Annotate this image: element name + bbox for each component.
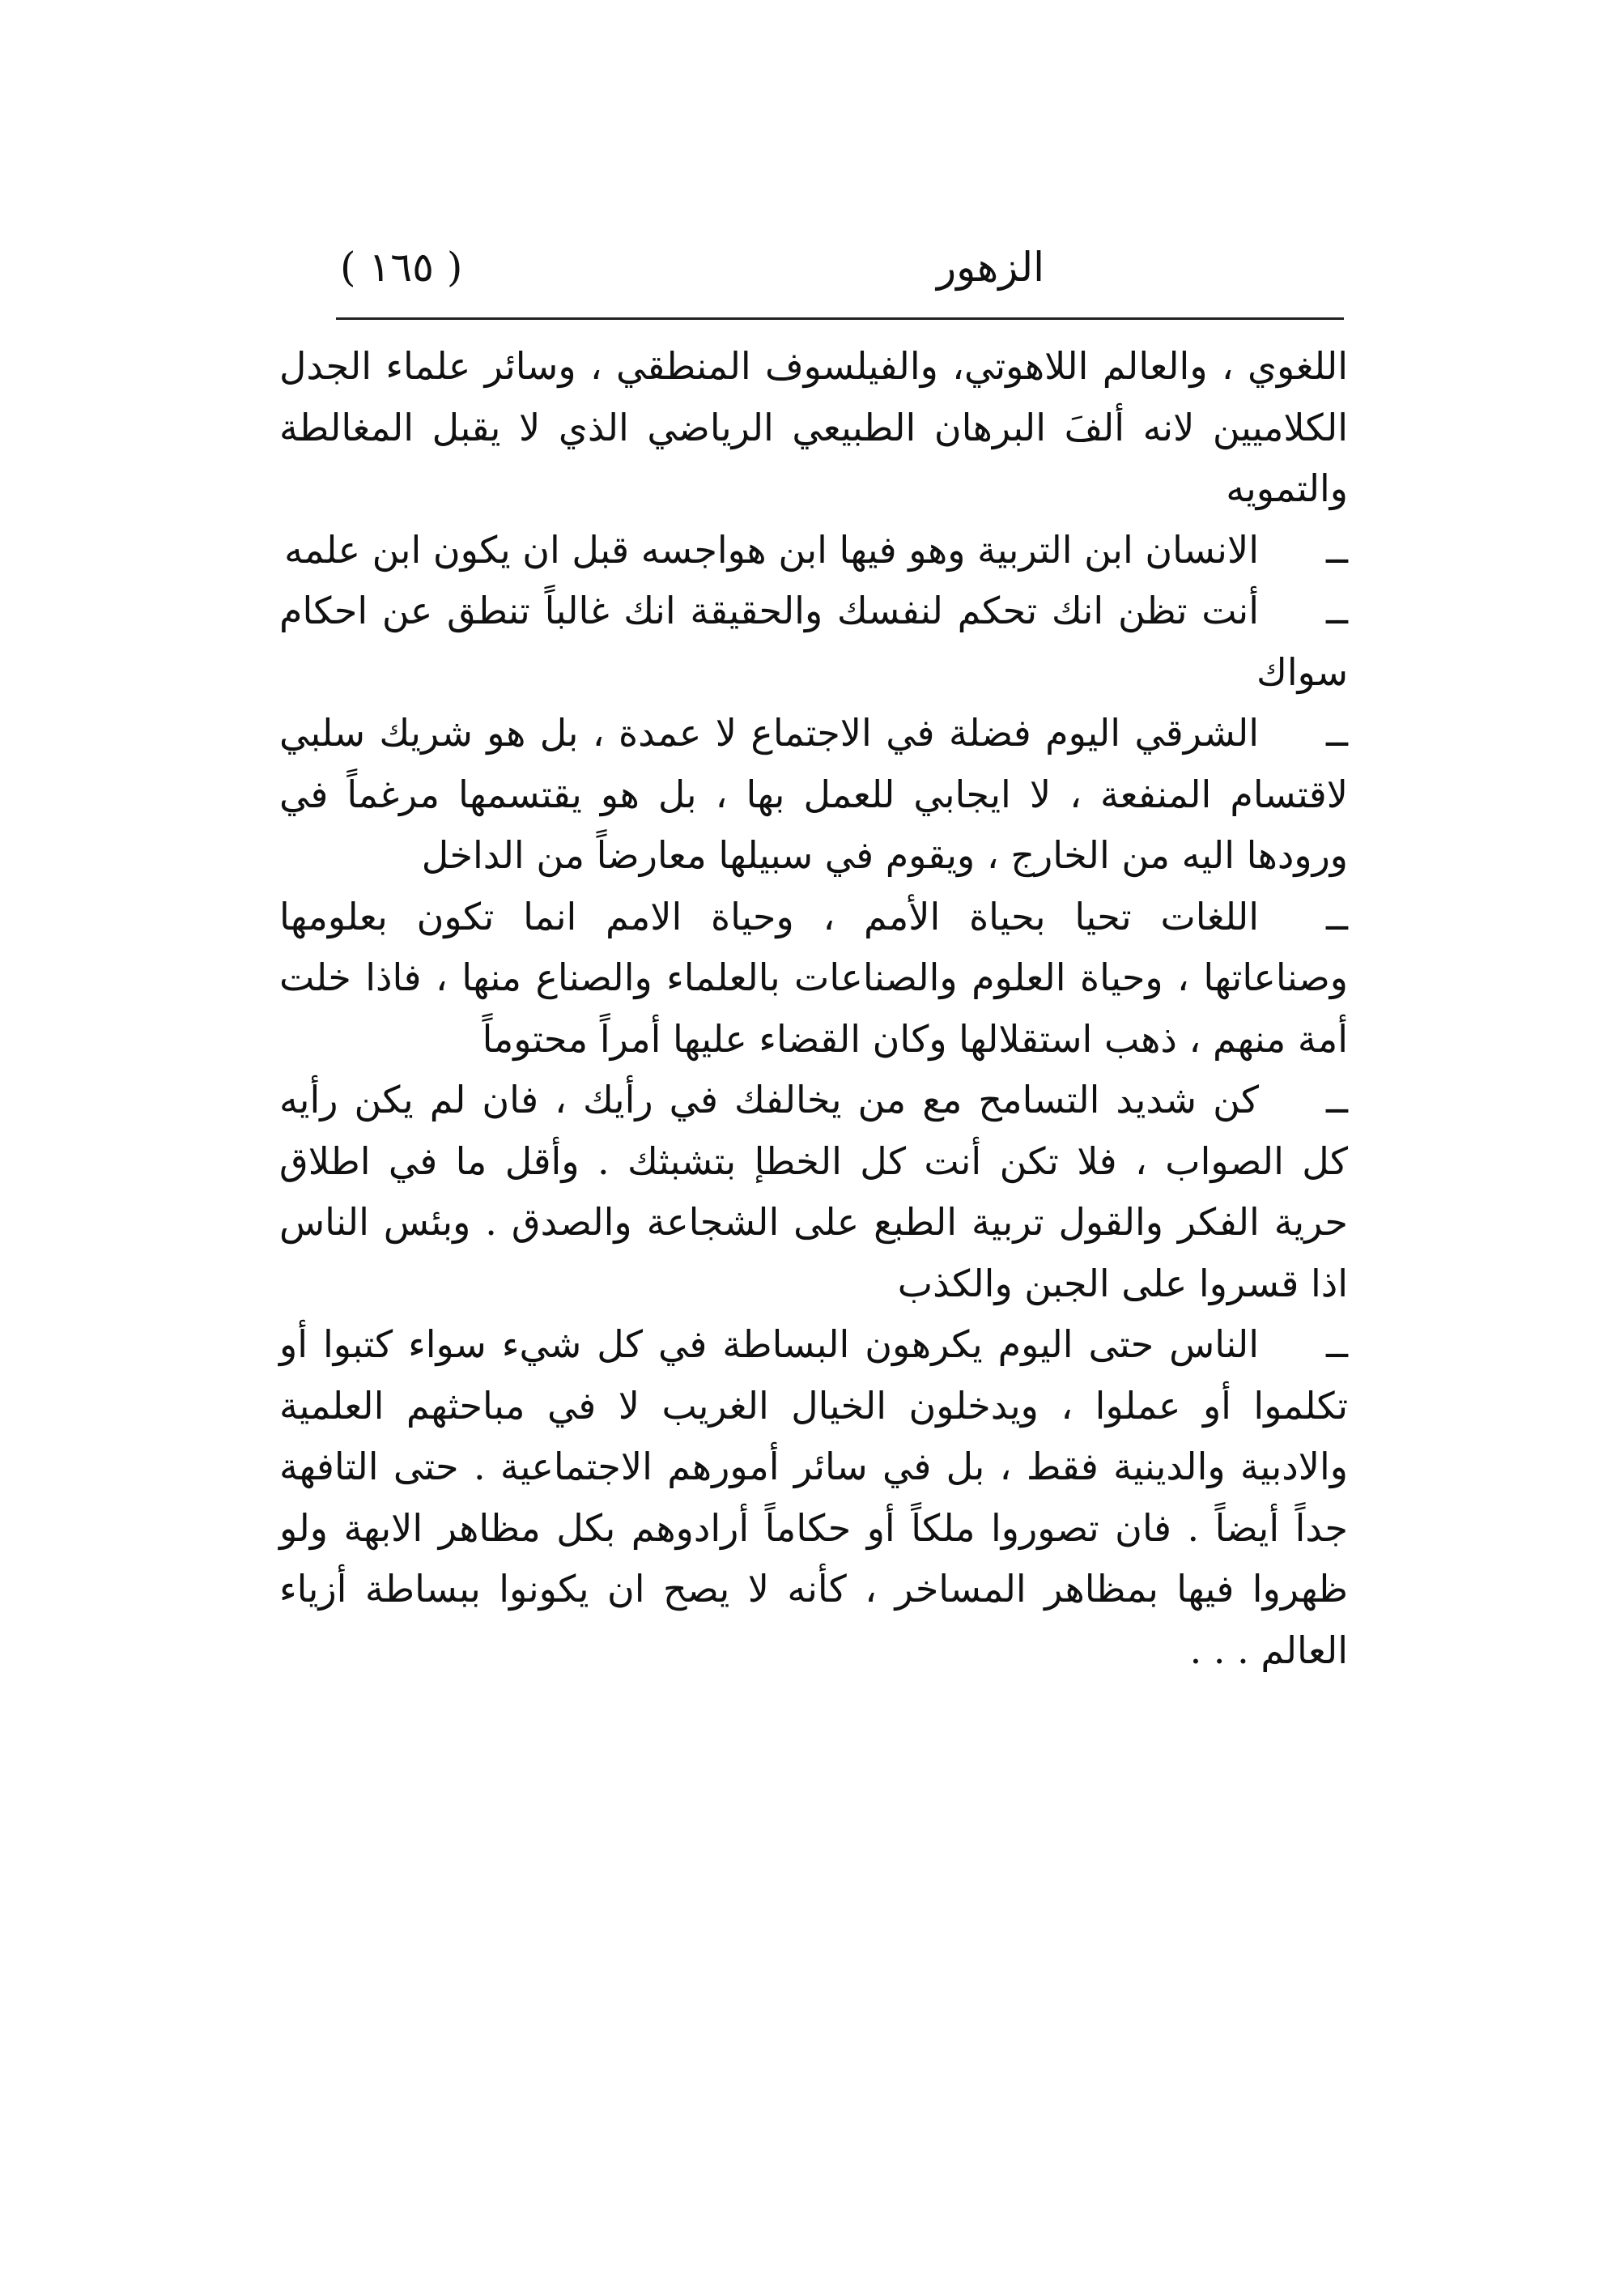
body-text bbox=[279, 336, 1348, 1681]
running-title: الزهور bbox=[936, 244, 1044, 291]
paragraph-dash: ــ bbox=[1326, 711, 1348, 755]
paragraph-text: كن شديد التسامح مع من يخالفك في رأيك ، فان لم يكن رأيه كل الصواب ، فلا تكن أنت كل الخطإ بتشبثك . وأقل ما في اطلاق حرية الفكر والقول تربية الطبع على الشجاعة والصدق . وبئس الناس اذا قسروا على الجبن والكذب bbox=[279, 1078, 1348, 1305]
paragraph-dash: ــ bbox=[1326, 1078, 1348, 1121]
paragraph-text: الانسان ابن التربية وهو فيها ابن هواجسه قبل ان يكون ابن علمه bbox=[284, 527, 1259, 572]
paragraph-text: اللغوي ، والعالم اللاهوتي، والفيلسوف المنطقي ، وسائر علماء الجدل الكلاميين لانه ألفَ البرهان الطبيعي الرياضي الذي لا يقبل المغالطة والتمويه bbox=[279, 344, 1348, 510]
paragraph-text: اللغات تحيا بحياة الأمم ، وحياة الامم انما تكون بعلومها وصناعاتها ، وحياة العلوم والصناعات بالعلماء والصناع منها ، فاذا خلت أمة منهم ، ذهب استقلالها وكان القضاء عليها أمراً محتوماً bbox=[279, 894, 1348, 1061]
paragraph-dash: ــ bbox=[1326, 1322, 1348, 1366]
page-header bbox=[340, 235, 1344, 308]
paragraph-3 bbox=[279, 581, 1348, 703]
paragraph-text: أنت تظن انك تحكم لنفسك والحقيقة انك غالباً تنطق عن احكام سواك bbox=[279, 589, 1348, 694]
paragraph-1 bbox=[279, 336, 1348, 520]
header-rule bbox=[336, 317, 1344, 320]
paragraph-5 bbox=[279, 887, 1348, 1070]
paragraph-dash: ــ bbox=[1326, 894, 1348, 938]
paragraph-text: الناس حتى اليوم يكرهون البساطة في كل شيء سواء كتبوا أو تكلموا أو عملوا ، ويدخلون الخيال الغريب لا في مباحثهم العلمية والادبية والدينية فقط ، بل في سائر أمورهم الاجتماعية . حتى التافهة جداً أيضاً . فان تصوروا ملكاً أو حكاماً أرادوهم بكل مظاهر الابهة ولو ظهروا فيها بمظاهر المساخر ، كأنه لا يصح ان يكونوا ببساطة أزياء العالم . . . bbox=[279, 1322, 1348, 1672]
paragraph-4 bbox=[279, 703, 1348, 887]
paragraph-dash: ــ bbox=[1326, 527, 1348, 572]
paragraph-dash: ــ bbox=[1326, 589, 1348, 632]
paragraph-7 bbox=[279, 1314, 1348, 1681]
paragraph-text: الشرقي اليوم فضلة في الاجتماع لا عمدة ، بل هو شريك سلبي لاقتسام المنفعة ، لا ايجابي للعمل بها ، بل هو يقتسمها مرغماً في ورودها اليه من الخارج ، ويقوم في سبيلها معارضاً من الداخل bbox=[279, 711, 1348, 877]
page-number: ( ١٦٥ ) bbox=[340, 244, 463, 291]
paragraph-6 bbox=[279, 1070, 1348, 1314]
paragraph-2 bbox=[279, 520, 1348, 581]
